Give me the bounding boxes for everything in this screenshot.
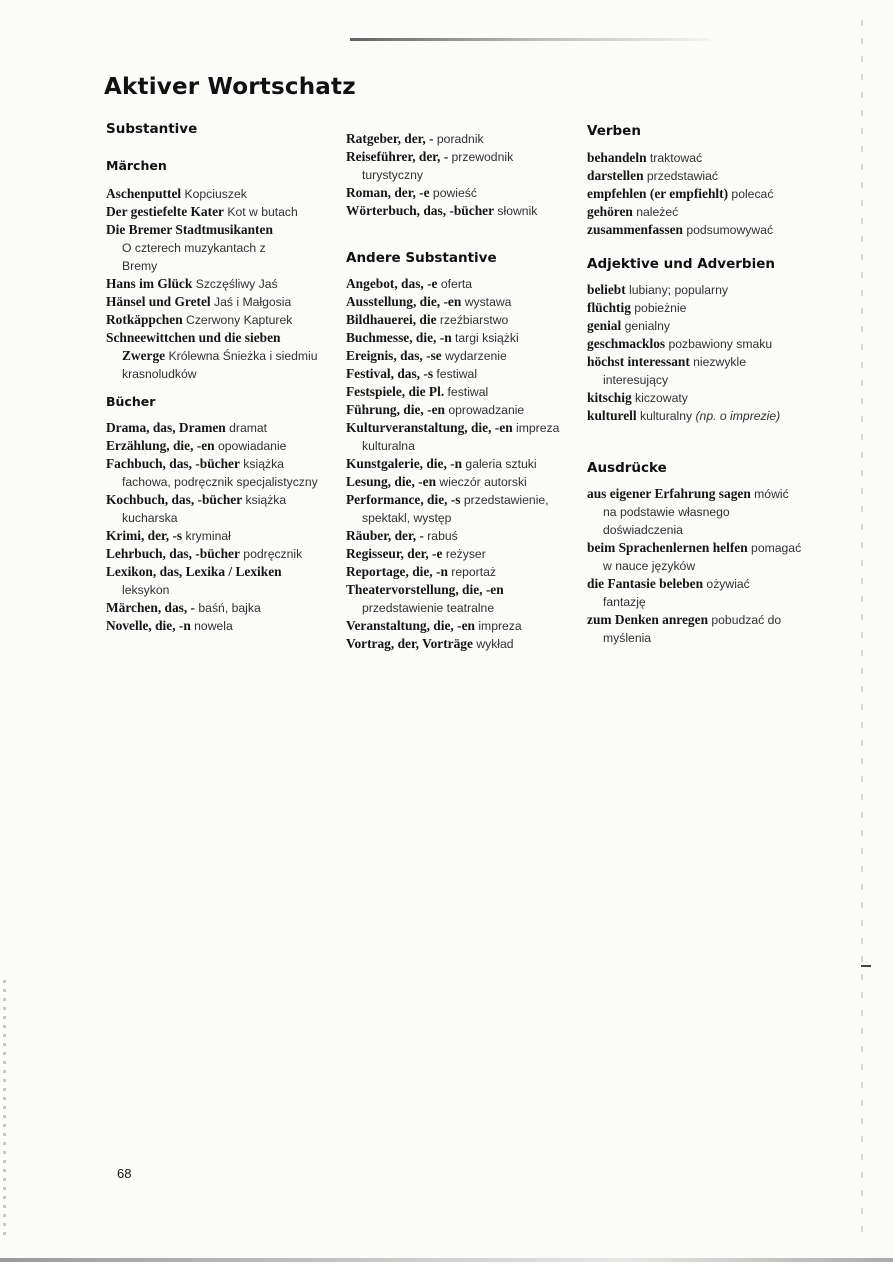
vocab-entry (106, 491, 332, 527)
polish-translation: należeć (636, 205, 679, 219)
scan-edge-left (3, 980, 6, 1240)
german-term: genial (587, 318, 622, 333)
polish-translation: kiczowaty (635, 391, 688, 405)
polish-translation: niezwykle interesujący (603, 355, 746, 387)
vocab-entry (587, 611, 818, 647)
polish-translation: leksykon (122, 583, 170, 597)
german-term: die Fantasie beleben (587, 576, 704, 591)
german-term: Reportage, die, -n (346, 564, 448, 579)
vocab-entry (587, 281, 819, 299)
section-heading-andere-substantive: Andere Substantive (346, 250, 497, 266)
german-term: beim Sprachenlernen helfen (587, 540, 748, 555)
german-term: Festival, das, -s (346, 366, 434, 381)
german-term: Reiseführer, der, - (346, 149, 449, 164)
polish-translation: wystawa (464, 295, 512, 309)
german-term: Performance, die, -s (346, 492, 461, 507)
vocab-entry (587, 335, 803, 353)
subheading-maerchen: Märchen (106, 158, 167, 173)
german-term: Führung, die, -en (346, 402, 445, 417)
vocab-entry (587, 389, 819, 407)
polish-translation: festiwal (436, 367, 478, 381)
vocab-entry (346, 563, 578, 581)
german-term: Aschenputtel (106, 186, 182, 201)
german-term: Lexikon, das, Lexika / Lexiken (106, 564, 282, 579)
vocab-entry (346, 491, 578, 527)
list-verben (587, 149, 819, 239)
polish-translation: mówić na podstawie własnego doświadczenia (603, 487, 789, 537)
polish-translation: podsumowywać (686, 223, 774, 237)
german-term: zusammenfassen (587, 222, 683, 237)
vocab-entry (587, 203, 819, 221)
polish-translation: ożywiać fantazję (603, 577, 750, 609)
polish-translation: wydarzenie (445, 349, 507, 363)
scan-edge-bottom (0, 1258, 893, 1262)
german-term: Der gestiefelte Kater (106, 204, 224, 219)
scan-edge-top (350, 38, 710, 41)
vocab-entry (106, 527, 338, 545)
vocab-entry (587, 299, 819, 317)
vocab-entry (106, 617, 338, 635)
polish-translation: książka kucharska (122, 493, 287, 525)
section-heading-verben: Verben (587, 123, 641, 139)
polish-translation: pozbawiony smaku (668, 337, 773, 351)
vocab-entry (106, 221, 322, 275)
polish-translation: polecać (731, 187, 774, 201)
german-term: empfehlen (er empfiehlt) (587, 186, 729, 201)
polish-translation: impreza kulturalna (362, 421, 560, 453)
polish-translation: targi książki (455, 331, 519, 345)
list-ausdruecke (587, 485, 802, 647)
section-heading-adjektive: Adjektive und Adverbien (587, 256, 775, 272)
vocab-entry (346, 545, 578, 563)
subheading-buecher: Bücher (106, 394, 156, 409)
polish-translation: Szczęśliwy Jaś (195, 277, 278, 291)
vocab-entry (106, 563, 327, 599)
margin-mark (861, 965, 871, 967)
german-term: Kulturveranstaltung, die, -en (346, 420, 513, 435)
german-term: geschmacklos (587, 336, 666, 351)
vocab-entry (346, 635, 578, 653)
polish-translation: nowela (194, 619, 233, 633)
vocab-entry (587, 149, 819, 167)
polish-translation: galeria sztuki (465, 457, 537, 471)
polish-translation: Kopciuszek (184, 187, 247, 201)
vocab-entry (346, 148, 557, 184)
vocab-entry (587, 353, 803, 389)
vocab-entry (346, 311, 578, 329)
german-term: Festspiele, die Pl. (346, 384, 445, 399)
polish-translation: powieść (432, 186, 477, 200)
german-term: Theatervorstellung, die, -en (346, 582, 504, 597)
vocab-entry (346, 365, 578, 383)
polish-translation: przedstawienie teatralne (362, 601, 495, 615)
german-term: Rotkäppchen (106, 312, 183, 327)
german-term: Lesung, die, -en (346, 474, 437, 489)
german-term: Lehrbuch, das, -bücher (106, 546, 240, 561)
german-term: Die Bremer Stadtmusikanten (106, 222, 273, 237)
vocab-entry (346, 347, 578, 365)
polish-translation: baśń, bajka (198, 601, 261, 615)
german-term: Buchmesse, die, -n (346, 330, 452, 345)
polish-translation: słownik (497, 204, 538, 218)
vocab-entry (587, 539, 802, 575)
german-term: Ereignis, das, -se (346, 348, 442, 363)
polish-translation: Czerwony Kapturek (186, 313, 293, 327)
vocab-entry (106, 293, 322, 311)
vocab-entry (106, 419, 338, 437)
vocab-entry (346, 329, 578, 347)
polish-translation: Królewna Śnieżka i siedmiu krasnoludków (122, 349, 318, 381)
polish-translation: oprowadzanie (448, 403, 525, 417)
page-number: 68 (117, 1166, 132, 1181)
german-term: aus eigener Erfahrung sagen (587, 486, 751, 501)
polish-translation: genialny (624, 319, 670, 333)
german-term: höchst interessant (587, 354, 690, 369)
german-term: Schneewittchen und die sieben Zwerge (106, 330, 281, 363)
section-heading-ausdruecke: Ausdrücke (587, 460, 667, 476)
polish-translation: pomagać w nauce języków (603, 541, 802, 573)
vocab-entry (106, 599, 338, 617)
german-term: Wörterbuch, das, -bücher (346, 203, 495, 218)
german-term: Hans im Glück (106, 276, 193, 291)
vocab-entry (346, 383, 578, 401)
vocab-entry (106, 311, 322, 329)
vocab-entry (106, 203, 322, 221)
polish-translation: dramat (229, 421, 268, 435)
polish-translation: kryminał (185, 529, 231, 543)
polish-translation: impreza (478, 619, 522, 633)
german-term: Erzählung, die, -en (106, 438, 215, 453)
german-term: Bildhauerei, die (346, 312, 437, 327)
list-andere-substantive (346, 275, 578, 653)
polish-translation: O czterech muzykantach z Bremy (122, 241, 266, 273)
german-term: Hänsel und Gretel (106, 294, 211, 309)
usage-note: (np. o imprezie) (695, 409, 781, 423)
german-term: beliebt (587, 282, 626, 297)
german-term: Drama, das, Dramen (106, 420, 226, 435)
polish-translation: reportaż (451, 565, 496, 579)
vocab-entry (106, 545, 338, 563)
german-term: flüchtig (587, 300, 631, 315)
list-maerchen (106, 185, 322, 383)
vocab-entry (106, 437, 338, 455)
vocab-entry (346, 473, 578, 491)
polish-translation: Jaś i Małgosia (214, 295, 292, 309)
polish-translation: lubiany; popularny (629, 283, 728, 297)
german-term: kitschig (587, 390, 632, 405)
vocab-entry (106, 275, 322, 293)
german-term: Räuber, der, - (346, 528, 424, 543)
polish-translation: podręcznik (243, 547, 303, 561)
vocab-entry (346, 455, 578, 473)
vocab-entry (587, 407, 819, 425)
german-term: zum Denken anregen (587, 612, 709, 627)
german-term: Ratgeber, der, - (346, 131, 434, 146)
polish-translation: oferta (440, 277, 473, 291)
german-term: Veranstaltung, die, -en (346, 618, 475, 633)
vocab-entry (346, 130, 576, 148)
polish-translation: festiwal (447, 385, 489, 399)
scan-edge-right (861, 20, 863, 1240)
vocab-entry (346, 617, 578, 635)
german-term: behandeln (587, 150, 647, 165)
german-term: Krimi, der, -s (106, 528, 183, 543)
list-buecher (106, 419, 338, 635)
polish-translation: pobieżnie (634, 301, 687, 315)
polish-translation: książka fachowa, podręcznik specjalistyczny (122, 457, 318, 489)
german-term: Kochbuch, das, -bücher (106, 492, 243, 507)
german-term: gehören (587, 204, 633, 219)
german-term: Angebot, das, -e (346, 276, 438, 291)
vocab-entry (346, 275, 578, 293)
polish-translation: rzeźbiarstwo (439, 313, 509, 327)
page-title: Aktiver Wortschatz (104, 74, 356, 100)
polish-translation: opowiadanie (217, 439, 287, 453)
vocab-entry (587, 575, 793, 611)
vocab-entry (587, 221, 819, 239)
german-term: kulturell (587, 408, 637, 423)
german-term: Kunstgalerie, die, -n (346, 456, 463, 471)
polish-translation: Kot w butach (227, 205, 298, 219)
polish-translation: przedstawiać (646, 169, 719, 183)
polish-translation: traktować (649, 151, 703, 165)
polish-translation: wieczór autorski (439, 475, 527, 489)
list-buecher-continued (346, 130, 576, 220)
german-term: darstellen (587, 168, 644, 183)
german-term: Fachbuch, das, -bücher (106, 456, 240, 471)
vocab-entry (346, 419, 562, 455)
vocab-entry (106, 329, 322, 383)
polish-translation: poradnik (436, 132, 484, 146)
vocab-entry (587, 167, 819, 185)
polish-translation: kulturalny (639, 409, 693, 423)
german-term: Novelle, die, -n (106, 618, 191, 633)
vocab-entry (106, 455, 322, 491)
polish-translation: przewodnik turystyczny (362, 150, 514, 182)
vocab-entry (106, 185, 322, 203)
polish-translation: pobudzać do myślenia (603, 613, 782, 645)
german-term: Märchen, das, - (106, 600, 196, 615)
polish-translation: przedstawienie, spektakl, występ (362, 493, 549, 525)
list-adjektive (587, 281, 819, 425)
vocab-entry (346, 293, 578, 311)
vocab-entry (346, 202, 542, 220)
vocab-entry (346, 184, 576, 202)
polish-translation: wykład (476, 637, 514, 651)
german-term: Ausstellung, die, -en (346, 294, 462, 309)
vocab-entry (346, 581, 572, 617)
section-heading-substantive: Substantive (106, 121, 198, 137)
vocab-entry (587, 317, 819, 335)
vocab-entry (587, 185, 819, 203)
vocab-entry (346, 401, 578, 419)
vocab-entry (587, 485, 802, 539)
polish-translation: rabuś (427, 529, 458, 543)
german-term: Vortrag, der, Vorträge (346, 636, 473, 651)
polish-translation: reżyser (445, 547, 486, 561)
german-term: Regisseur, der, -e (346, 546, 443, 561)
german-term: Roman, der, -e (346, 185, 430, 200)
vocab-entry (346, 527, 578, 545)
